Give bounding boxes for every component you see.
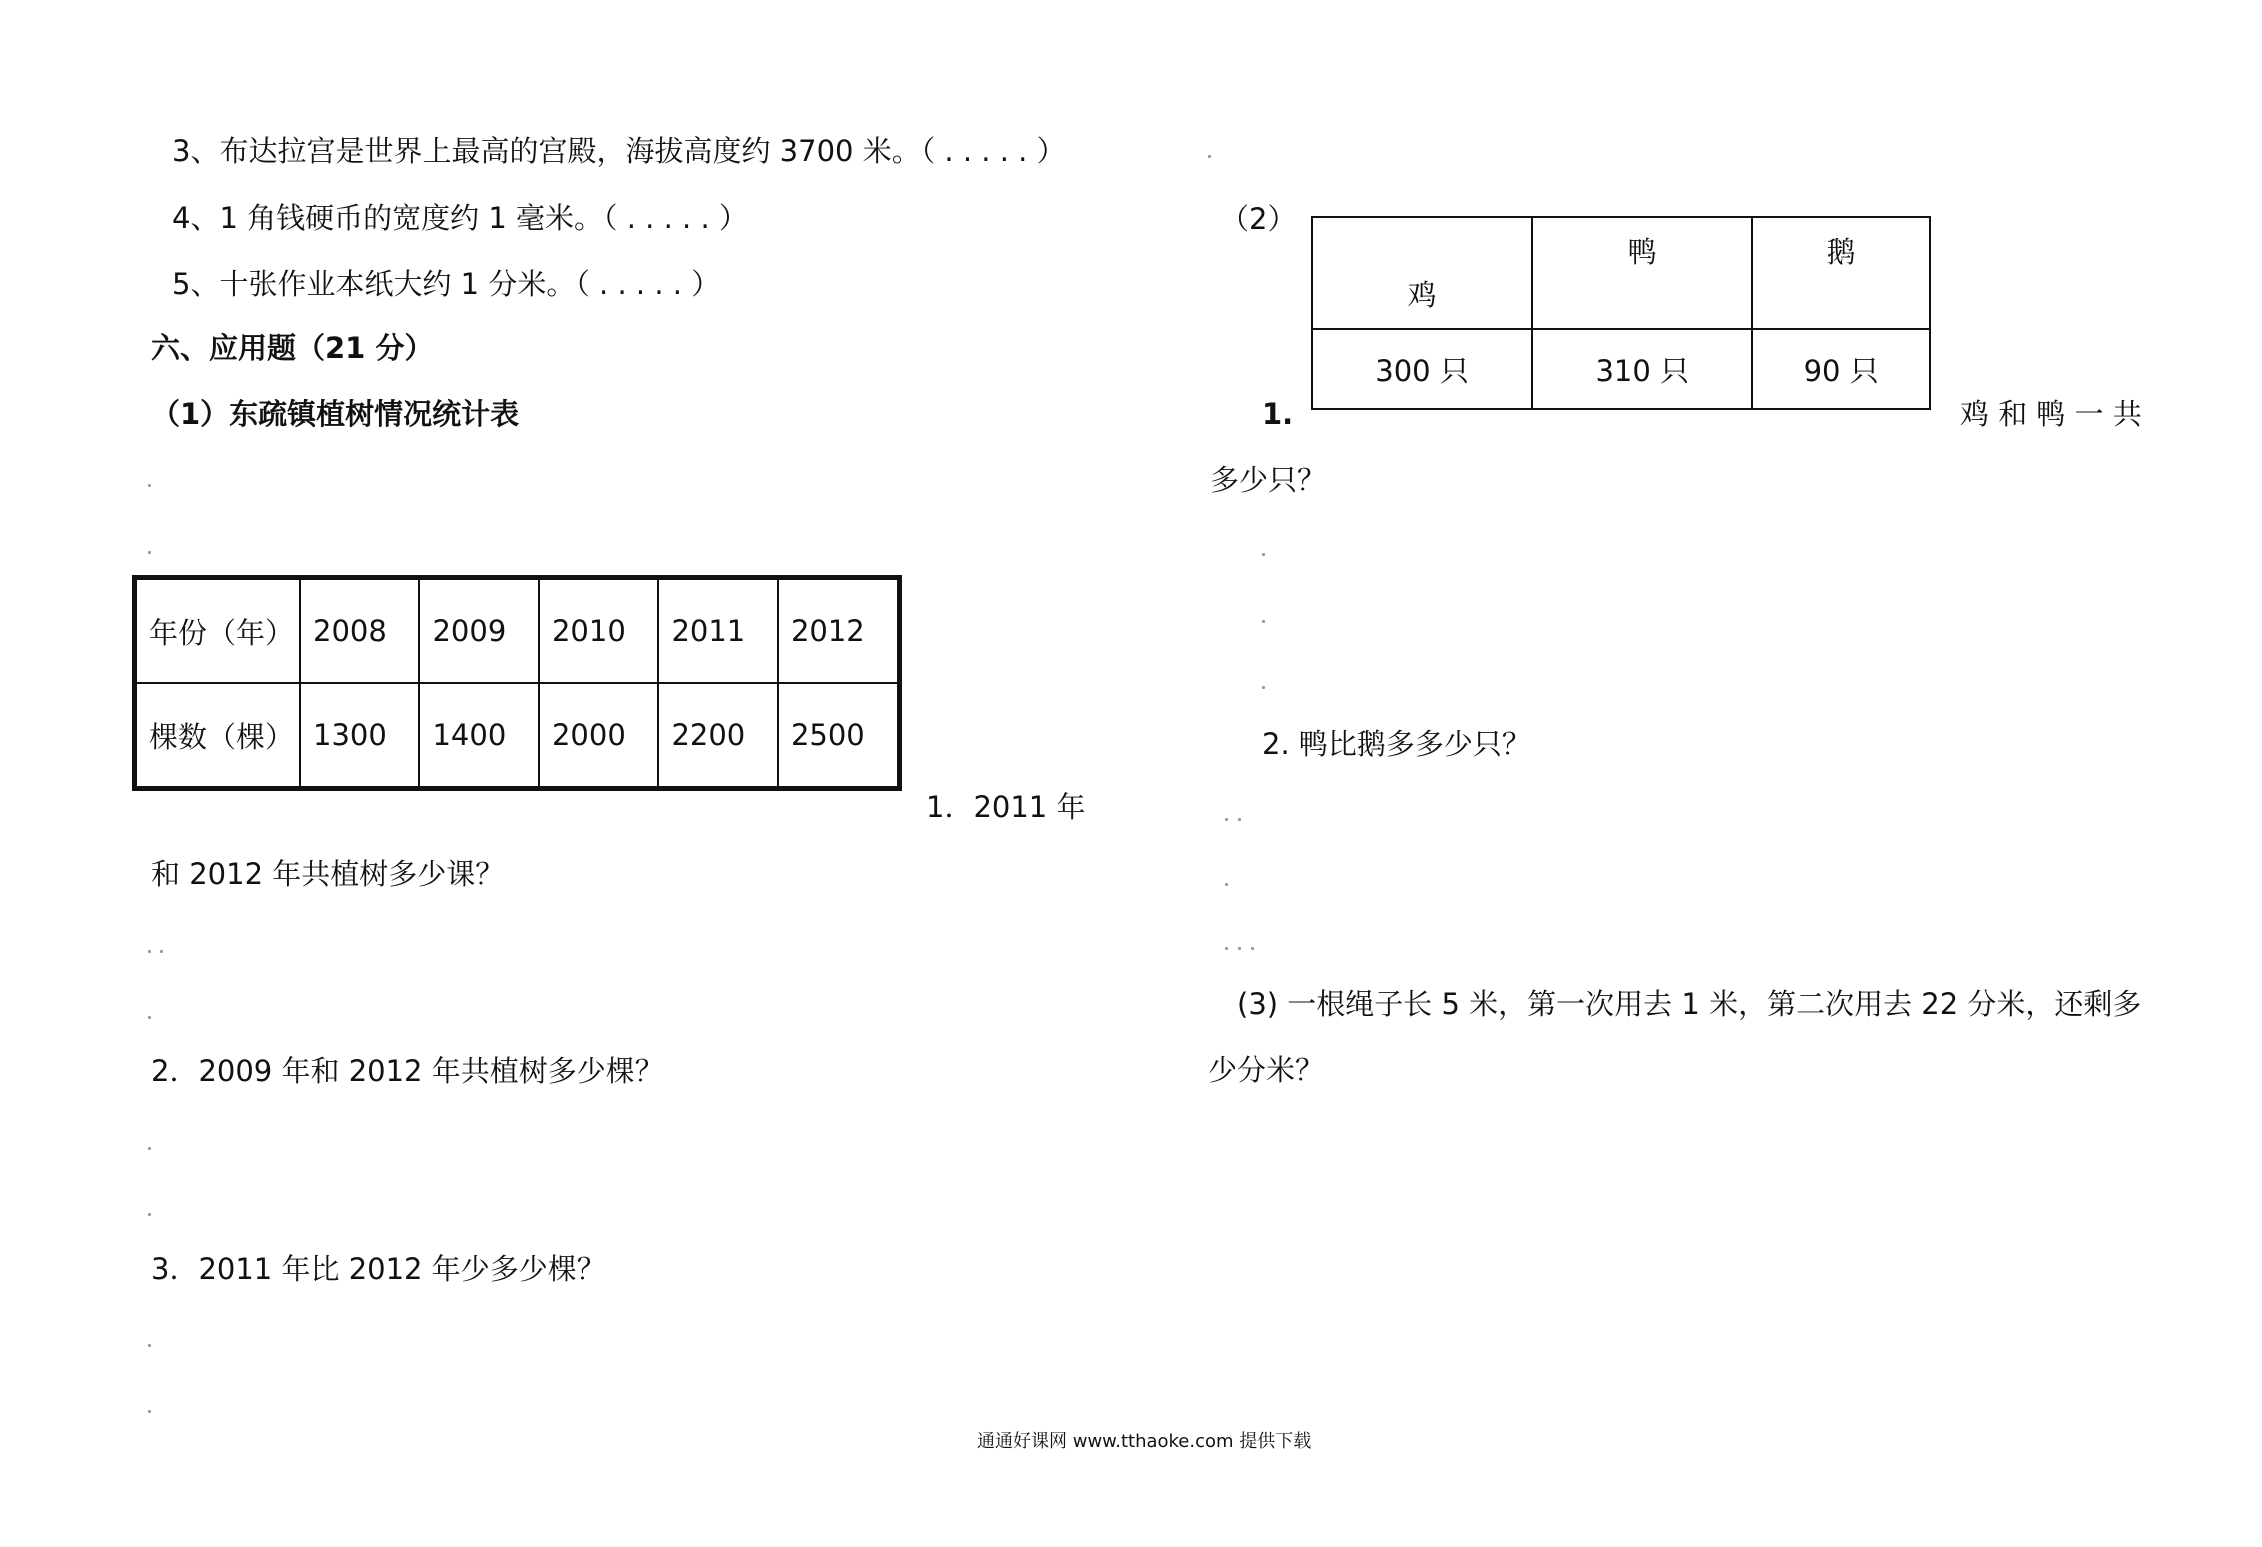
table-row [1312,329,1930,409]
table-cell: 2500 [778,683,900,789]
spacer-dot [148,1410,151,1413]
spacer-dot [148,551,151,554]
spacer-dot [1238,818,1241,821]
spacer-dot [148,1147,151,1150]
problem-1-question-2: 2．2009 年和 2012 年共植树多少棵？ [151,1054,664,1088]
spacer-dot [1262,686,1265,689]
problem-2-label: （2） [1220,202,1297,236]
question-4: 4、1 角钱硬币的宽度约 1 毫米。（ . . . . . ） [172,201,748,235]
spacer-dot [1225,947,1228,950]
spacer-dot [1225,818,1228,821]
spacer-dot [1238,947,1241,950]
table-cell: 2010 [539,578,658,684]
tree-planting-table [132,575,902,791]
spacer-dot [148,1344,151,1347]
table-cell: 1300 [300,683,419,789]
table-header-cell: 年份（年） [135,578,301,684]
spacer-dot [1262,620,1265,623]
problem-1-question-1-start: 1．2011 年 [926,790,1086,824]
problem-2-question-2: 2. 鸭比鹅多多少只？ [1262,727,1531,761]
problem-3-line-2: 少分米？ [1208,1053,1325,1087]
table-row [1312,217,1930,329]
spacer-dot [148,950,151,953]
animal-count-table [1311,216,1931,410]
problem-2-question-1-start: 鸡 和 鸭 一 共 [1960,397,2142,431]
table-row [135,578,900,684]
table-cell: 2011 [658,578,777,684]
footer-credit: 通通好课网 www.tthaoke.com 提供下载 [977,1431,1312,1452]
table-cell: 2000 [539,683,658,789]
table-cell: 2200 [658,683,777,789]
table-cell: 2009 [419,578,538,684]
table-row [135,683,900,789]
spacer-dot [160,950,163,953]
problem-2-question-1-end: 多少只？ [1210,463,1327,497]
spacer-dot [148,1213,151,1216]
spacer-dot [1262,553,1265,556]
table-header-cell: 棵数（棵） [135,683,301,789]
spacer-dot [1251,947,1254,950]
spacer-dot [1225,883,1228,886]
table-header-cell: 鸡 [1312,217,1532,329]
question-5: 5、十张作业本纸大约 1 分米。（ . . . . . ） [172,267,721,301]
problem-3-line-1: (3) 一根绳子长 5 米，第一次用去 1 米，第二次用去 22 分米，还剩多 [1237,987,2142,1021]
question-3: 3、布达拉宫是世界上最高的宫殿，海拔高度约 3700 米。（ . . . . . ） [172,134,1066,168]
spacer-dot [148,484,151,487]
problem-2-question-1-number: 1. [1262,397,1294,431]
table-cell: 2008 [300,578,419,684]
problem-1-title: （1）东疏镇植树情况统计表 [151,397,520,431]
problem-1-question-3: 3．2011 年比 2012 年少多少棵？ [151,1252,606,1286]
problem-1-question-1-end: 和 2012 年共植树多少课？ [151,857,505,891]
section-heading: 六、应用题（21 分） [151,331,434,365]
spacer-dot [148,1016,151,1019]
table-header-cell: 鹅 [1752,217,1930,329]
table-header-cell: 鸭 [1532,217,1752,329]
table-cell: 2012 [778,578,900,684]
table-cell: 90 只 [1752,329,1930,409]
table-cell: 300 只 [1312,329,1532,409]
table-cell: 1400 [419,683,538,789]
spacer-dot [1208,155,1211,158]
table-cell: 310 只 [1532,329,1752,409]
